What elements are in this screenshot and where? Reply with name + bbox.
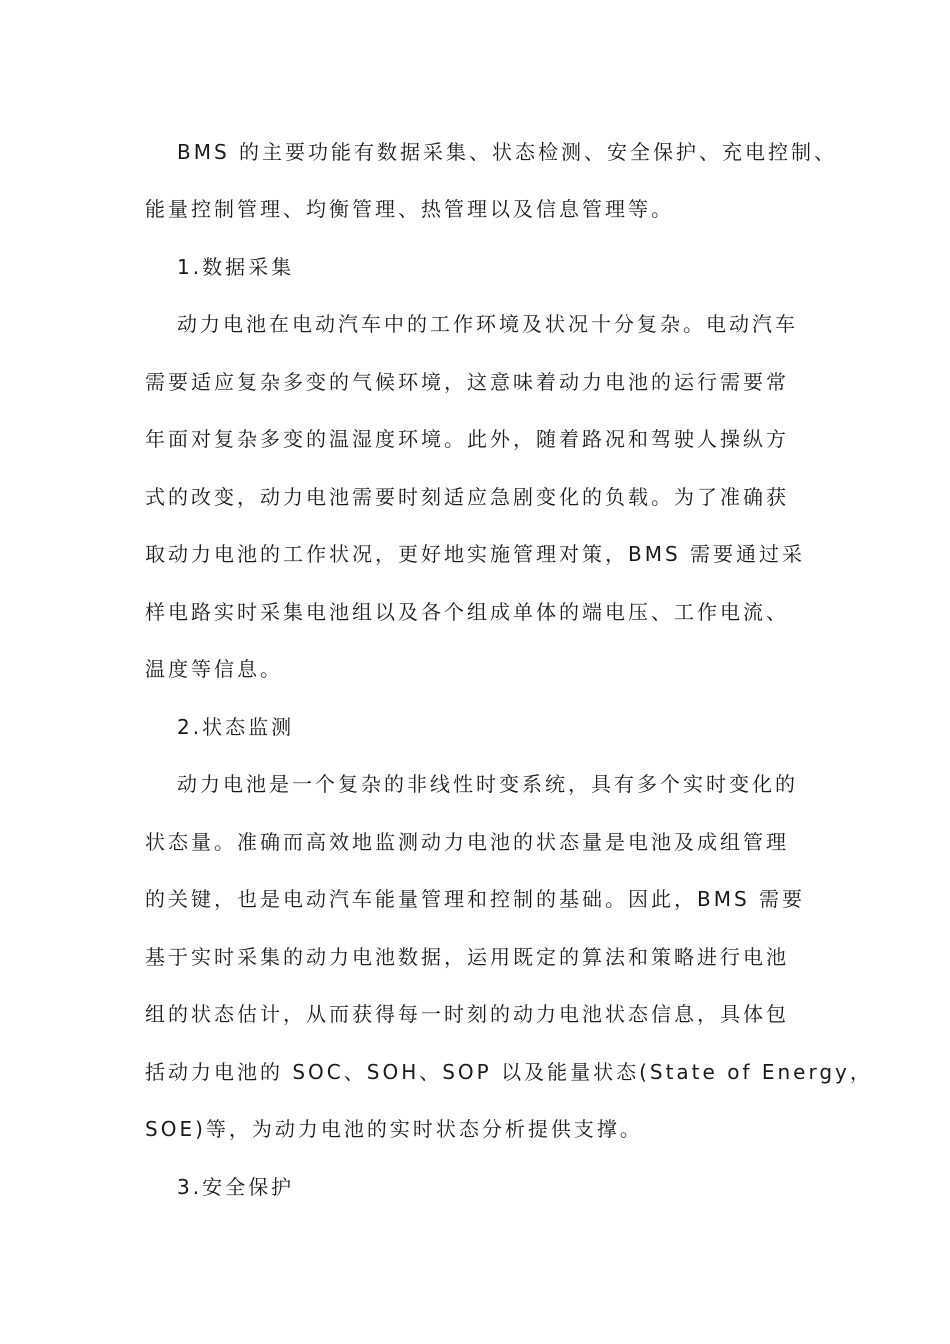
heading-data-collection: 1.数据采集 [177,255,295,279]
paragraph-intro-line-1: BMS 的主要功能有数据采集、状态检测、安全保护、充电控制、 [177,140,838,164]
heading-safety-protection: 3.安全保护 [177,1175,295,1199]
paragraph-intro-line-2: 能量控制管理、均衡管理、热管理以及信息管理等。 [145,197,674,221]
paragraph-data-collection-line-3: 年面对复杂多变的温湿度环境。此外，随着路况和驾驶人操纵方 [145,427,789,451]
paragraph-state-monitoring-line-5: 组的状态估计，从而获得每一时刻的动力电池状态信息，具体包 [145,1002,789,1026]
paragraph-state-monitoring-line-7: SOE)等，为动力电池的实时状态分析提供支撑。 [145,1117,643,1141]
paragraph-data-collection-line-2: 需要适应复杂多变的气候环境，这意味着动力电池的运行需要常 [145,370,789,394]
paragraph-data-collection-line-1: 动力电池在电动汽车中的工作环境及状况十分复杂。电动汽车 [177,312,798,336]
heading-state-monitoring: 2.状态监测 [177,715,295,739]
paragraph-state-monitoring-line-1: 动力电池是一个复杂的非线性时变系统，具有多个实时变化的 [177,772,798,796]
paragraph-data-collection-line-6: 样电路实时采集电池组以及各个组成单体的端电压、工作电流、 [145,600,789,624]
paragraph-state-monitoring-line-3: 的关键，也是电动汽车能量管理和控制的基础。因此，BMS 需要 [145,887,806,911]
paragraph-state-monitoring-line-2: 状态量。准确而高效地监测动力电池的状态量是电池及成组管理 [145,830,789,854]
paragraph-state-monitoring-line-4: 基于实时采集的动力电池数据，运用既定的算法和策略进行电池 [145,945,789,969]
paragraph-data-collection-line-4: 式的改变，动力电池需要时刻适应急剧变化的负载。为了准确获 [145,485,789,509]
paragraph-data-collection-line-5: 取动力电池的工作状况，更好地实施管理对策，BMS 需要通过采 [145,542,806,566]
paragraph-data-collection-line-7: 温度等信息。 [145,657,283,681]
paragraph-state-monitoring-line-6: 括动力电池的 SOC、SOH、SOP 以及能量状态(State of Energy， [145,1060,873,1084]
